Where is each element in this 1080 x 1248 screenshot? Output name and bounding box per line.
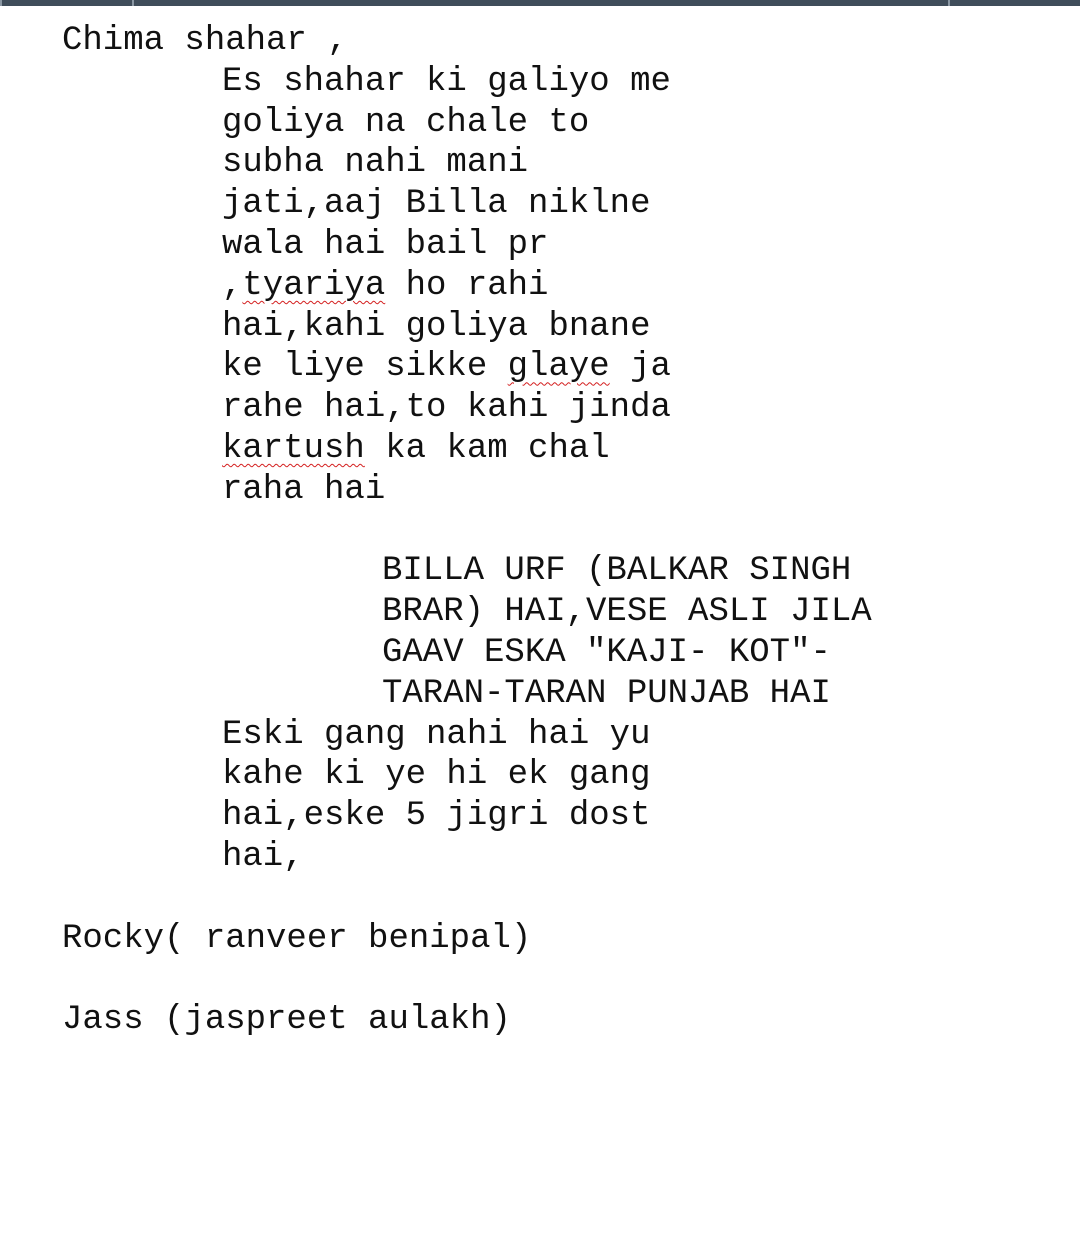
line-text: wala hai bail pr: [222, 226, 549, 264]
document-line: [222, 307, 650, 347]
line-text: jati,aaj Billa niklne: [222, 185, 651, 224]
line-text: Es shahar ki galiyo me: [222, 62, 671, 101]
document-line: [382, 633, 831, 673]
line-text: hai,: [222, 838, 304, 876]
line-text: Chima shahar ,: [62, 22, 348, 60]
line-text: ke liye sikke: [222, 348, 508, 387]
document-line: [222, 755, 650, 795]
line-text: Rocky( ranveer benipal): [62, 919, 532, 958]
misspelled-word: glaye: [507, 348, 610, 387]
document-line: [62, 1000, 511, 1040]
document-line: [222, 103, 589, 143]
line-text: raha hai: [222, 470, 386, 509]
line-text: BILLA URF (BALKAR SINGH: [382, 552, 852, 591]
document-line: [222, 429, 610, 469]
line-text: subha nahi mani: [222, 144, 529, 183]
line-text: TARAN-TARAN PUNJAB HAI: [382, 674, 831, 713]
document-line: [222, 796, 650, 836]
document-line: [222, 143, 528, 183]
document-line: [62, 21, 348, 61]
document-line: [222, 184, 650, 224]
document-page[interactable]: [0, 6, 1080, 1248]
document-line: [222, 715, 650, 755]
document-line: [222, 837, 304, 877]
line-text: ,: [222, 266, 243, 305]
document-line: [382, 592, 872, 632]
line-text: ja: [609, 348, 671, 387]
document-line: [222, 388, 671, 428]
line-text: kahe ki ye hi ek gang: [222, 756, 651, 795]
document-line: [222, 225, 548, 265]
line-text: BRAR) HAI,VESE ASLI JILA: [382, 593, 872, 632]
line-text: goliya na chale to: [222, 103, 590, 142]
document-line: [382, 551, 851, 591]
document-line: [62, 919, 531, 959]
document-line: [222, 62, 671, 102]
line-text: hai,kahi goliya bnane: [222, 307, 651, 346]
document-line: [382, 674, 831, 714]
line-text: ho rahi: [385, 266, 549, 305]
misspelled-word: kartush: [222, 430, 365, 468]
line-text: ka kam chal: [364, 430, 610, 468]
document-line: [222, 266, 548, 306]
document-line: [222, 347, 671, 387]
line-text: GAAV ESKA "KAJI- KOT"-: [382, 634, 831, 672]
line-text: rahe hai,to kahi jinda: [222, 389, 671, 428]
line-text: hai,eske 5 jigri dost: [222, 797, 651, 836]
line-text: Jass (jaspreet aulakh): [62, 1001, 511, 1040]
misspelled-word: tyariya: [242, 266, 386, 305]
document-line: [222, 470, 385, 510]
line-text: Eski gang nahi hai yu: [222, 715, 651, 754]
